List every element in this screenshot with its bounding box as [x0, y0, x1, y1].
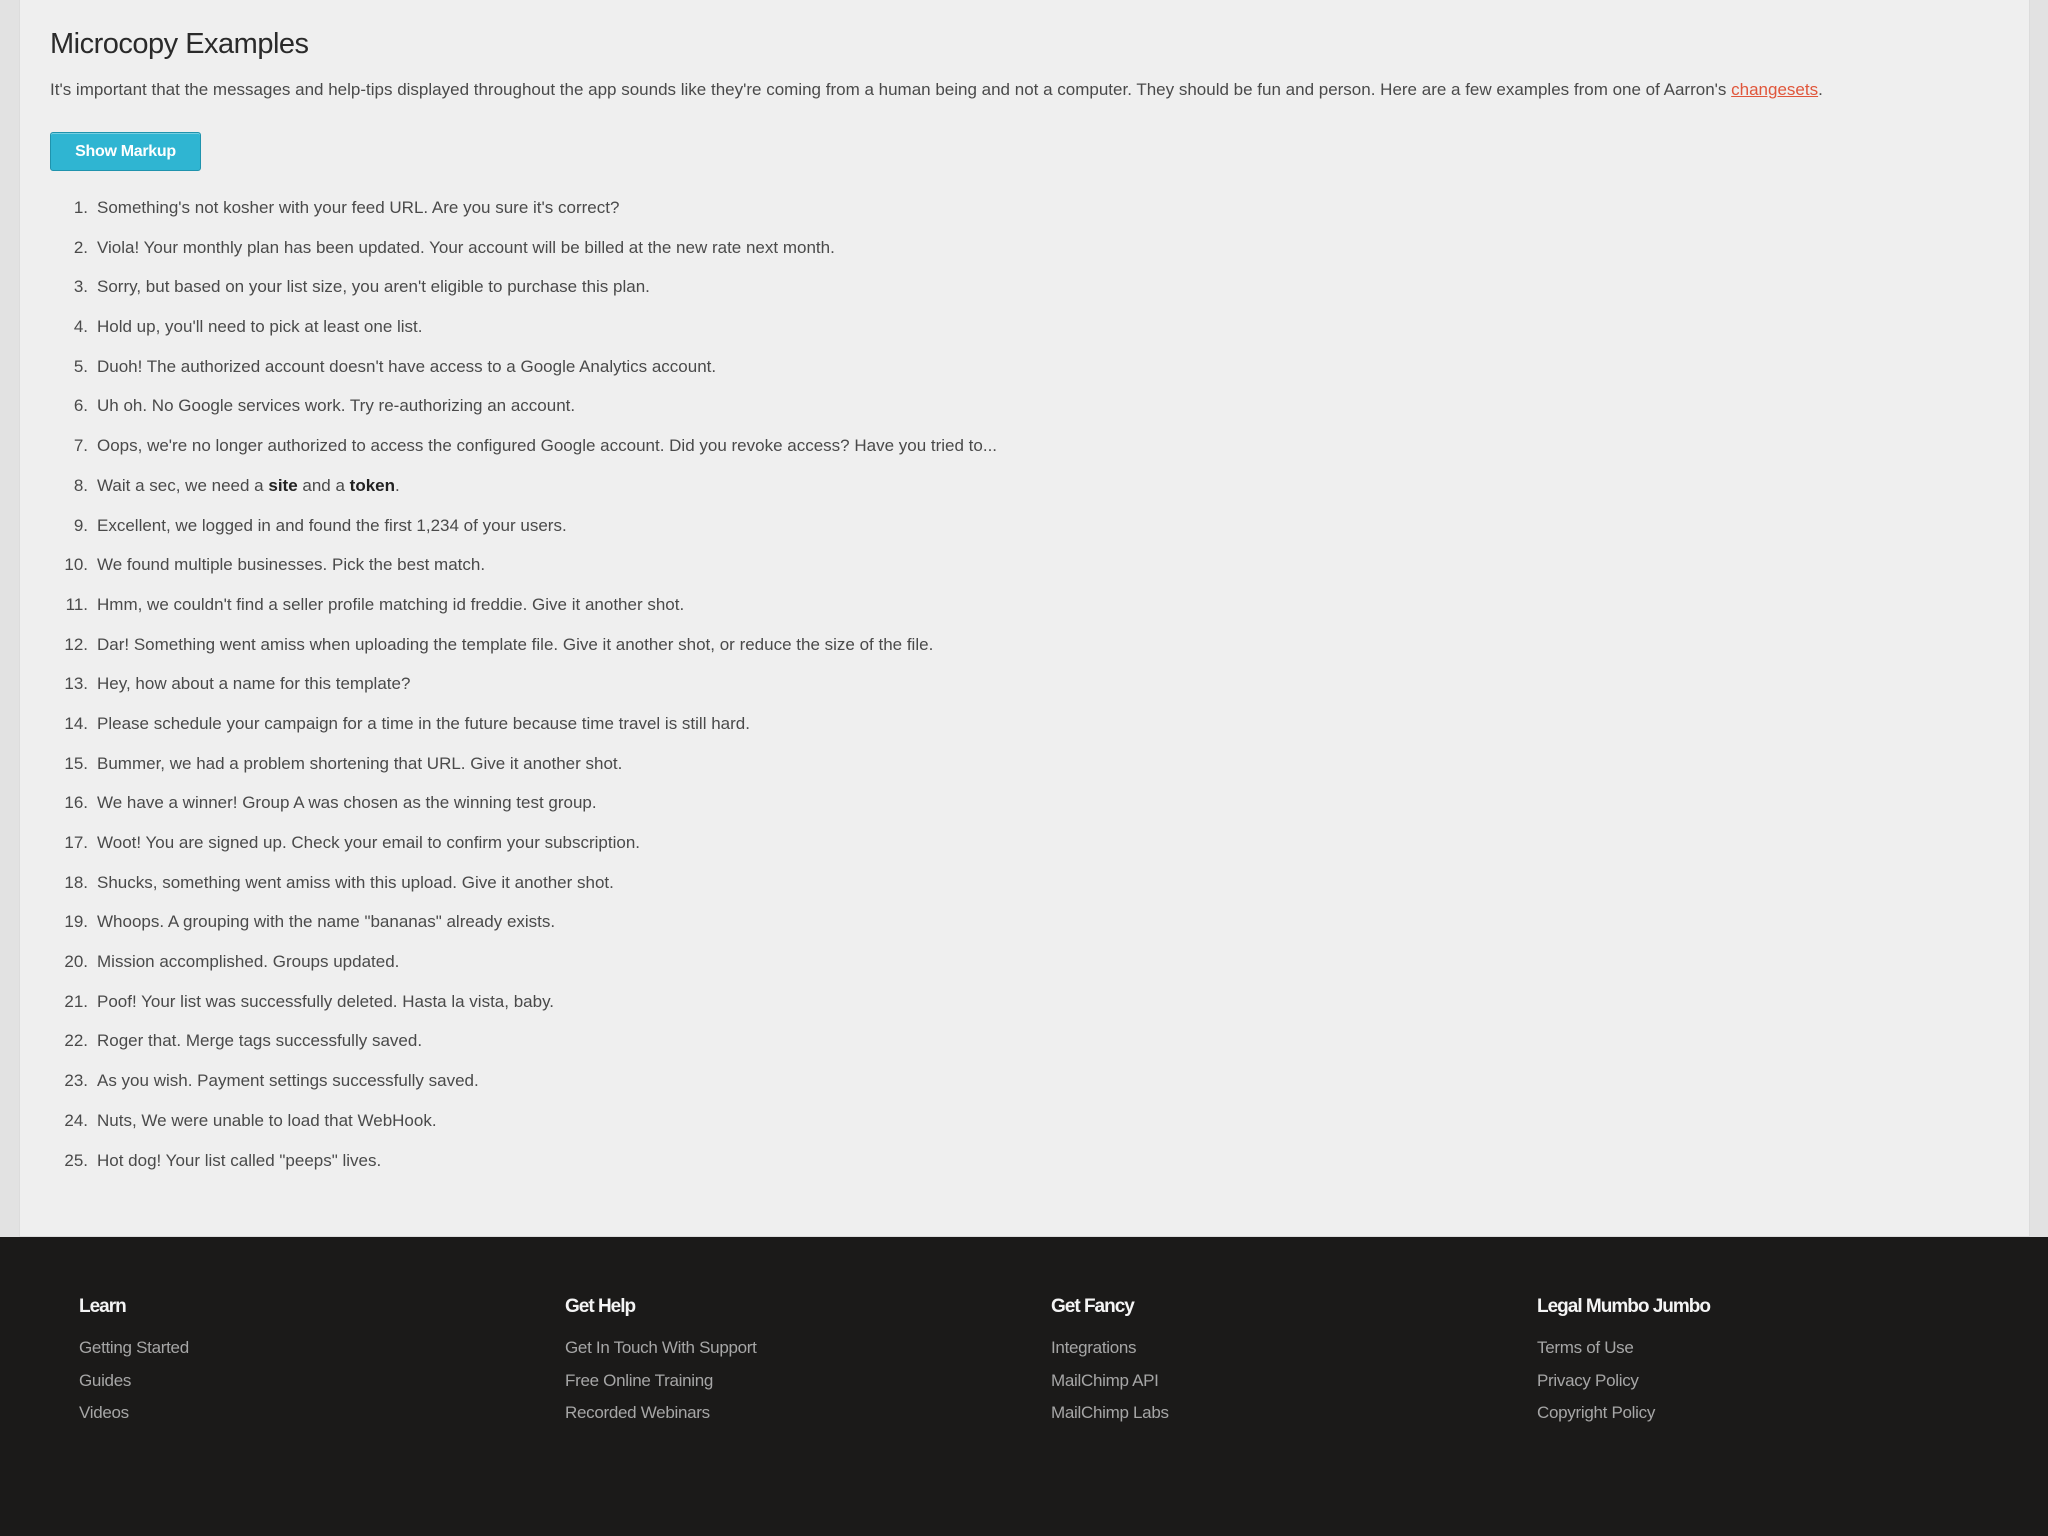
item-number: 3. — [73, 277, 88, 297]
item-number: 24. — [64, 1110, 88, 1130]
item-number: 9. — [73, 515, 88, 535]
item-number: 7. — [73, 436, 88, 456]
item-number: 12. — [64, 634, 88, 654]
footer-heading: Get Fancy — [1051, 1296, 1134, 1317]
site-footer — [0, 1237, 2048, 1536]
list-item — [50, 664, 2000, 704]
item-text: Duoh! The authorized account doesn't have access to a Google Analytics account. — [97, 356, 717, 376]
footer-link-webinars[interactable]: Recorded Webinars — [565, 1403, 710, 1422]
item-number: 13. — [64, 674, 88, 694]
footer-link-integrations[interactable]: Integrations — [1051, 1338, 1137, 1357]
list-item — [50, 347, 2000, 387]
item-text: Something's not kosher with your feed URL. Are you sure it's correct? — [97, 198, 620, 217]
list-item — [50, 267, 2000, 307]
list-item — [50, 307, 2000, 347]
item-text: Poof! Your list was successfully deleted. Hasta la vista, baby. — [97, 991, 555, 1011]
footer-link-api[interactable]: MailChimp API — [1051, 1370, 1159, 1390]
item-text: Viola! Your monthly plan has been updated. Your account will be billed at the new rate next month. — [97, 237, 835, 257]
footer-link-videos[interactable]: Videos — [79, 1403, 129, 1422]
item-number: 15. — [64, 753, 88, 773]
footer-link-guides[interactable]: Guides — [79, 1370, 132, 1390]
item-number: 4. — [73, 317, 88, 337]
list-item — [50, 1101, 2000, 1141]
footer-link-training[interactable]: Free Online Training — [565, 1370, 714, 1390]
item-text: Hmm, we couldn't find a seller profile matching id freddie. Give it another shot. — [97, 594, 685, 614]
item-text: Hot dog! Your list called "peeps" lives. — [97, 1150, 382, 1170]
footer-column-get-help — [565, 1292, 757, 1430]
footer-link-getting-started[interactable]: Getting Started — [79, 1338, 189, 1357]
token-term: token — [349, 475, 395, 495]
list-item — [50, 783, 2000, 823]
item-number: 10. — [64, 555, 88, 575]
item-number: 14. — [64, 713, 88, 733]
list-item — [50, 1021, 2000, 1061]
footer-link-terms[interactable]: Terms of Use — [1537, 1338, 1634, 1357]
item-text: Nuts, We were unable to load that WebHook. — [97, 1110, 437, 1130]
list-item — [50, 823, 2000, 863]
item-text-part: . — [395, 475, 400, 495]
list-item — [50, 506, 2000, 546]
item-text: Sorry, but based on your list size, you aren't eligible to purchase this plan. — [97, 277, 650, 297]
footer-link-labs[interactable]: MailChimp Labs — [1051, 1403, 1169, 1422]
footer-heading: Legal Mumbo Jumbo — [1537, 1296, 1710, 1317]
item-text: Hold up, you'll need to pick at least one list. — [97, 317, 423, 337]
item-text: We found multiple businesses. Pick the best match. — [97, 555, 486, 575]
item-text: Whoops. A grouping with the name "bananas" already exists. — [97, 912, 556, 932]
item-text: Excellent, we logged in and found the first 1,234 of your users. — [97, 515, 567, 535]
item-text: Dar! Something went amiss when uploading the template file. Give it another shot, or reduce the size of the file. — [97, 634, 934, 654]
footer-heading: Learn — [79, 1296, 126, 1317]
footer-link-copyright[interactable]: Copyright Policy — [1537, 1403, 1656, 1422]
item-text: Shucks, something went amiss with this upload. Give it another shot. — [97, 872, 614, 892]
item-text: We have a winner! Group A was chosen as the winning test group. — [97, 793, 597, 813]
item-number: 18. — [64, 872, 88, 892]
main-content — [50, 24, 2000, 1180]
footer-heading: Get Help — [565, 1296, 636, 1317]
item-number: 6. — [73, 396, 88, 416]
list-item — [50, 625, 2000, 665]
list-item — [50, 545, 2000, 585]
item-number: 5. — [73, 356, 88, 376]
footer-column-get-fancy — [1051, 1292, 1169, 1430]
item-text: As you wish. Payment settings successfully saved. — [97, 1071, 479, 1091]
intro-paragraph — [50, 78, 2000, 102]
list-item — [50, 228, 2000, 268]
item-text: Oops, we're no longer authorized to access the configured Google account. Did you revoke access? Have you tried to... — [97, 436, 998, 456]
content-panel — [20, 0, 2029, 1236]
item-text — [97, 466, 400, 506]
footer-column-legal — [1537, 1292, 1710, 1430]
list-item — [50, 863, 2000, 903]
footer-link-privacy[interactable]: Privacy Policy — [1537, 1370, 1639, 1390]
list-item — [50, 585, 2000, 625]
microcopy-list — [50, 188, 2000, 1180]
item-text: Woot! You are signed up. Check your email to confirm your subscription. — [97, 833, 641, 852]
list-item — [50, 188, 2000, 228]
item-number: 23. — [64, 1071, 88, 1091]
list-item — [50, 386, 2000, 426]
intro-end: . — [1818, 80, 1823, 99]
changesets-link[interactable]: changesets — [1731, 80, 1819, 99]
item-text: Please schedule your campaign for a time in the future because time travel is still hard. — [97, 713, 750, 733]
intro-text: It's important that the messages and help-tips displayed throughout the app sounds like they're coming from a human being and not a computer. They should be fun and person. Here are a few examples from one of Aarron's — [50, 80, 1732, 99]
list-item — [50, 902, 2000, 942]
list-item — [50, 1141, 2000, 1181]
list-item — [50, 704, 2000, 744]
footer-link-support[interactable]: Get In Touch With Support — [565, 1338, 757, 1357]
item-text: Mission accomplished. Groups updated. — [97, 952, 400, 972]
item-number: 8. — [73, 475, 88, 495]
list-item — [50, 426, 2000, 466]
list-item — [50, 1061, 2000, 1101]
item-text: Bummer, we had a problem shortening that URL. Give it another shot. — [97, 753, 623, 773]
site-term: site — [268, 475, 298, 495]
item-number: 20. — [64, 952, 88, 972]
list-item — [50, 942, 2000, 982]
item-number: 1. — [73, 198, 88, 217]
list-item — [50, 744, 2000, 784]
item-text-part: and a — [297, 475, 350, 495]
item-number: 11. — [65, 594, 88, 614]
item-text: Hey, how about a name for this template? — [97, 674, 411, 694]
list-item — [50, 982, 2000, 1022]
item-number: 17. — [64, 833, 88, 852]
item-number: 19. — [64, 912, 88, 932]
item-number: 2. — [73, 237, 88, 257]
page-title: Microcopy Examples — [50, 28, 309, 60]
item-text: Uh oh. No Google services work. Try re-authorizing an account. — [97, 396, 576, 416]
item-text: Roger that. Merge tags successfully saved. — [97, 1031, 423, 1051]
item-number: 21. — [64, 991, 88, 1011]
item-number: 16. — [64, 793, 88, 813]
footer-column-learn — [79, 1292, 189, 1430]
show-markup-button[interactable]: Show Markup — [50, 132, 201, 171]
item-number: 22. — [64, 1031, 88, 1051]
item-number: 25. — [64, 1150, 88, 1170]
list-item — [50, 466, 2000, 506]
item-text-part: Wait a sec, we need a — [97, 475, 269, 495]
